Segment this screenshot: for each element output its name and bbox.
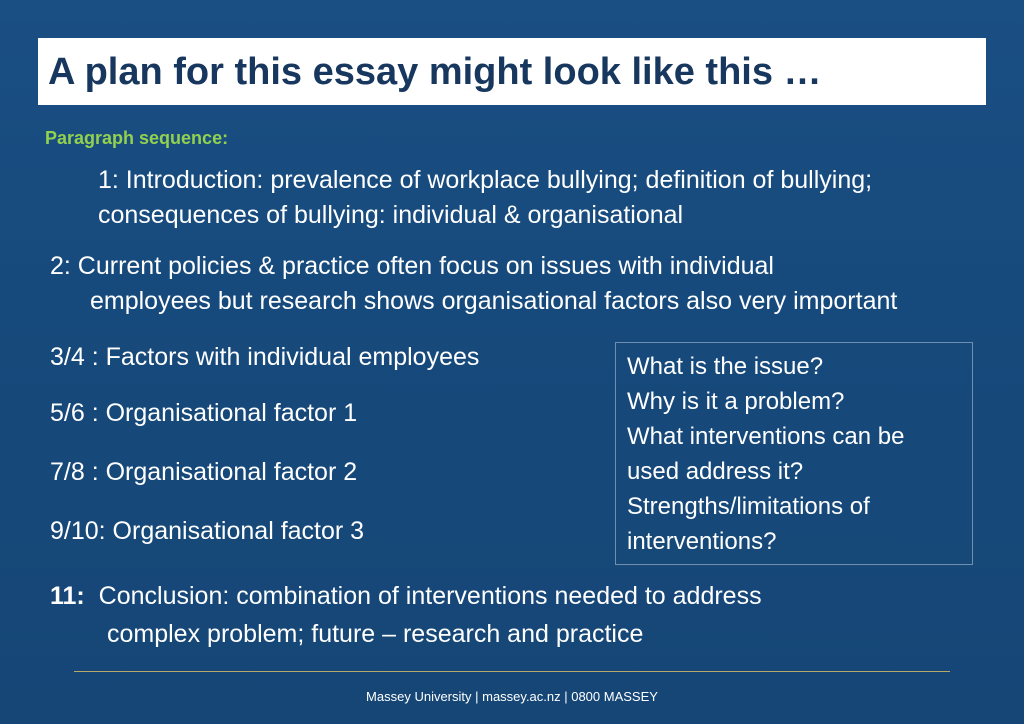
paragraph-item-11: [50, 577, 762, 653]
paragraph-item-1-line1: 1: Introduction: prevalence of workplace bullying; definition of bullying;: [98, 166, 873, 194]
title-bar: [38, 38, 986, 105]
questions-callout-box: [615, 342, 973, 565]
callout-question: used address it?: [627, 458, 804, 485]
slide-title: A plan for this essay might look like this …: [48, 51, 822, 93]
footer-divider: [74, 671, 950, 672]
paragraph-item-1: [50, 163, 872, 233]
callout-question: interventions?: [627, 528, 777, 555]
paragraph-item-7-8: 7/8 : Organisational factor 2: [50, 458, 358, 486]
paragraph-item-11-number: 11:: [50, 582, 85, 610]
callout-question: What interventions can be: [627, 423, 905, 450]
paragraph-sequence-heading: Paragraph sequence:: [45, 128, 229, 148]
paragraph-item-11-line2: complex problem; future – research and practice: [107, 620, 644, 648]
paragraph-item-11-line1: [50, 582, 762, 610]
paragraph-item-2-line2: employees but research shows organisational factors also very important: [90, 287, 898, 315]
callout-question: Why is it a problem?: [627, 388, 845, 415]
paragraph-item-3-4: 3/4 : Factors with individual employees: [50, 343, 480, 371]
paragraph-item-2: [50, 249, 897, 319]
callout-question: What is the issue?: [627, 353, 824, 380]
callout-question: Strengths/limitations of: [627, 493, 870, 520]
paragraph-item-11-text: Conclusion: combination of interventions needed to address: [98, 582, 762, 610]
paragraph-item-5-6: 5/6 : Organisational factor 1: [50, 399, 358, 427]
footer-text: Massey University | massey.ac.nz | 0800 MASSEY: [366, 689, 658, 704]
paragraph-item-2-line1: 2: Current policies & practice often focus on issues with individual: [50, 252, 774, 280]
paragraph-item-1-line2: consequences of bullying: individual & organisational: [98, 201, 684, 229]
paragraph-item-9-10: 9/10: Organisational factor 3: [50, 517, 365, 545]
